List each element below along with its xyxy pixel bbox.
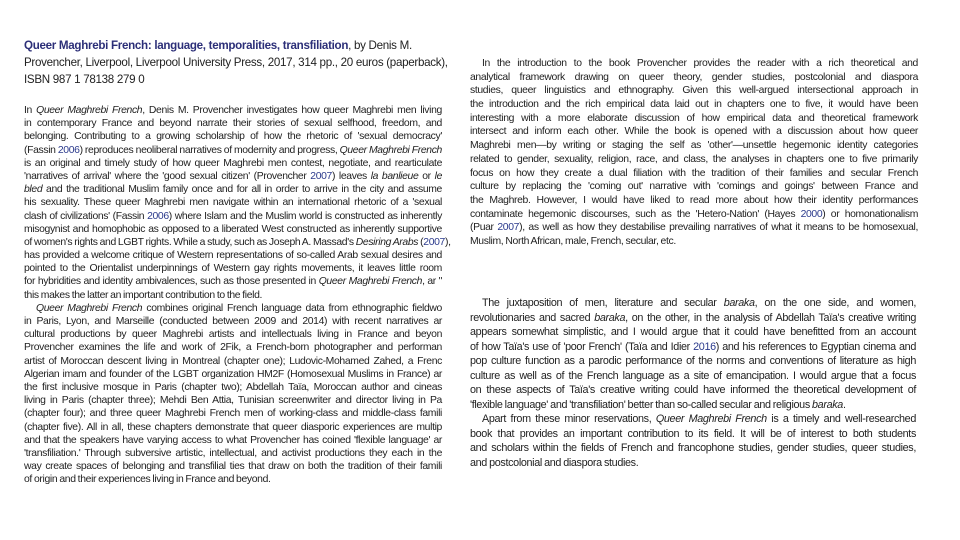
citation-year: 2007 — [310, 170, 332, 182]
text-segment: combines original French language data from ethnographic fieldwo — [142, 302, 442, 314]
text-segment: the first inclusive mosque in Paris (chapter two); Abdellah Taïa, Moroccan author and cineas — [24, 381, 442, 393]
text-segment: Algerian imam and founder of the LGBT organization HM2F (Homosexual Muslims in France) ar — [24, 368, 442, 380]
text-line — [24, 434, 442, 447]
text-line — [470, 296, 916, 311]
text-line — [24, 183, 442, 196]
text-line — [470, 412, 916, 427]
text-segment: , Denis M. Provencher investigates how queer Maghrebi men living — [142, 105, 442, 116]
text-line — [24, 289, 442, 302]
text-line — [470, 441, 916, 456]
text-segment: . — [842, 398, 846, 411]
text-segment: clash of civilizations' (Fassin — [24, 210, 148, 222]
italic-text: baraka — [812, 398, 843, 411]
text-segment: ) reproduces neoliberal narratives of modernity and progress, — [79, 144, 340, 156]
text-line — [24, 473, 442, 486]
italic-text: Queer Maghrebi French — [36, 302, 143, 314]
italic-text: la banlieue — [370, 170, 419, 182]
text-segment: ( — [418, 236, 424, 248]
text-line — [470, 235, 918, 249]
text-line — [24, 394, 442, 407]
text-line — [470, 208, 918, 222]
text-line — [24, 249, 442, 262]
italic-text: le — [434, 170, 442, 182]
text-segment: and the traditional Muslim family once and for all in order to arrive in the city and assume — [42, 184, 442, 196]
italic-text: Queer Maghrebi French — [318, 276, 423, 288]
citation-year: 2006 — [57, 144, 80, 156]
text-segment: ) where Islam and the Muslim world is constructed as inherently — [168, 210, 442, 222]
text-line — [24, 315, 442, 328]
heading-line-3: ISBN 987 1 78138 279 0 — [24, 73, 145, 86]
right-column-paragraph-1 — [470, 57, 918, 249]
text-line — [470, 180, 918, 194]
text-line — [470, 340, 916, 355]
text-segment: in Paris, Lyon, and Marseille (conducted between 2009 and 2014) with recent narratives ar — [24, 316, 442, 327]
italic-text: baraka — [723, 297, 755, 309]
text-segment: book that provides an important contribution to its field. It will be of interest to both students — [470, 427, 916, 440]
text-segment: living in Paris (chapter three); Mehdi Ben Attia, Tunisian screenwriter and director living in Pa — [24, 395, 442, 407]
text-line — [24, 157, 442, 170]
text-segment: ) and his references to Egyptian cinema and — [715, 340, 916, 353]
italic-text: Queer Maghrebi French — [36, 105, 143, 116]
text-segment: In — [24, 105, 37, 116]
text-line — [24, 170, 442, 183]
text-segment: intersect and inform each other. While the book is opened with a discussion about how queer — [470, 126, 918, 138]
text-line — [24, 460, 442, 473]
italic-text: Queer Maghrebi French — [339, 144, 442, 156]
text-segment: ) leaves — [331, 170, 371, 182]
text-line — [24, 262, 442, 275]
italic-text: Queer Maghrebi French — [655, 413, 767, 425]
text-segment: in contemporary France and beyond narrate their stories of sexual selfhood, freedom, and — [24, 118, 442, 130]
text-line — [24, 223, 442, 236]
text-line — [470, 153, 918, 167]
text-segment: , ar " — [422, 276, 443, 288]
text-line — [470, 456, 916, 471]
text-segment: The juxtaposition of men, literature and secular — [482, 297, 724, 309]
text-line — [24, 210, 442, 223]
text-line — [470, 398, 916, 413]
text-line — [24, 355, 442, 368]
text-segment: pointed to the Orientalist underpinnings of Western gay rights movements, it leaves little room — [24, 263, 442, 275]
text-segment: 'flexible language' and 'transfiliation' better than so-called secular and religious — [470, 398, 813, 411]
text-line — [24, 407, 442, 420]
italic-text: baraka — [594, 311, 626, 324]
text-segment: revolutionaries and sacred — [470, 311, 595, 324]
book-title: Queer Maghrebi French: language, temporalities, transfiliation — [24, 39, 349, 52]
left-column-text — [24, 104, 451, 486]
text-segment: ) or homonationalism — [822, 208, 918, 220]
text-line — [470, 194, 918, 208]
text-segment: the introduction and the rich empirical data laid out in chapters one to five, it would have been — [470, 99, 918, 111]
review-heading — [24, 37, 454, 88]
text-segment: or — [418, 170, 435, 182]
text-segment: culture by replacing the 'coming out' narrative with 'comings and goings' between France and — [470, 181, 918, 193]
text-segment: of women's rights and LGBT rights. While a study, such as Joseph A. Massad's — [24, 236, 356, 248]
text-line — [24, 275, 442, 288]
text-line — [24, 381, 442, 394]
text-line — [24, 341, 442, 354]
text-segment: misogynist and homophobic as opposed to a liberated West constructed as inherently supportive — [24, 223, 442, 235]
text-line — [470, 98, 918, 112]
text-line — [470, 84, 918, 98]
text-segment: his sexuality. These queer Maghrebi men navigate within an international rhetoric of a 'sexual — [24, 197, 442, 209]
text-line — [470, 125, 918, 139]
text-line — [470, 57, 918, 71]
text-segment: Apart from these minor reservations, — [482, 413, 656, 425]
text-line — [470, 112, 918, 126]
text-segment: interesting with a more elaborate discussion of how empirical data and theoretical framework — [470, 112, 918, 124]
text-segment: and that the speakers have varying access to what Provencher has coined 'flexible language' ar — [24, 434, 442, 446]
text-segment: studies, queer linguistics and ethnography. Given this well-argued intersectional approach in — [470, 85, 918, 97]
text-segment: is an original and timely study of how queer Maghrebi men contest, negotiate, and rearticulate — [24, 157, 442, 169]
text-line — [470, 167, 918, 181]
text-segment: the Maghreb. However, I would have liked to read more about how their identity performances — [470, 194, 918, 206]
text-segment: 'transfiliation.' Through subversive artistic, intellectual, and activist productions they each in the — [24, 447, 442, 459]
citation-year: 2007 — [497, 222, 520, 234]
text-line — [470, 71, 918, 85]
text-segment: belonging. Contributing to a growing scholarship of how the rhetoric of 'sexual democracy' — [24, 131, 442, 143]
text-segment: ), as well as how they destabilise prevailing narratives of what it means to be homosexual, — [519, 222, 918, 234]
citation-year: 2006 — [147, 210, 169, 222]
text-segment: ), — [444, 236, 451, 248]
italic-text: Desiring Arabs — [355, 236, 419, 248]
text-line — [470, 221, 918, 235]
text-segment: Maghrebi men—by writing or staging the self as 'other'—unsettle hegemonic identity categories — [470, 140, 918, 152]
text-line — [24, 236, 451, 249]
text-segment: pop culture function as a parodic performance of the norms and conventions of literature as high — [470, 355, 916, 367]
text-segment: culture as well as of the French language as a site of emancipation. I would argue that a focus — [470, 369, 916, 382]
text-segment: for hybridities and identity ambivalences, such as those presented in — [24, 276, 319, 288]
italic-text: bled — [24, 184, 43, 196]
text-segment: has provided a welcome critique of Western representations of so-called Arab sexual desires and — [24, 250, 442, 262]
text-segment: analytical framework drawing on queer theory, gender studies, postcolonial and diaspora — [470, 71, 918, 83]
text-segment: of how Taïa's use of 'poor French' (Taïa and Idier — [470, 340, 694, 353]
text-segment: Provencher examines the life and work of 2Fik, a French-born photographer and performan — [24, 342, 442, 354]
text-line — [24, 104, 442, 117]
text-segment: (chapter five). All in all, these chapters demonstrate that queer diasporic experiences are multip — [24, 421, 442, 433]
text-segment: focus on how they create a dual filiation with the tradition of their families and secular French — [470, 167, 918, 179]
text-line — [24, 130, 442, 143]
text-segment: , on the other, in the analysis of Abdellah Taïa's creative writing — [625, 311, 917, 324]
heading-line-2: Provencher, Liverpool, Liverpool University Press, 2017, 314 pp., 20 euros (paperback), — [24, 56, 448, 69]
text-line — [24, 144, 442, 157]
citation-year: 2000 — [800, 208, 823, 220]
text-line — [24, 421, 442, 434]
text-segment: Muslim, North African, male, French, secular, etc. — [470, 235, 676, 247]
text-line — [24, 117, 442, 130]
text-segment: contaminate hegemonic discourses, such as the 'Hetero-Nation' (Hayes — [470, 208, 801, 220]
text-segment: is a timely and well-researched — [766, 413, 916, 425]
text-line — [470, 354, 916, 369]
text-line — [470, 427, 916, 442]
text-segment: this makes the latter an important contribution to the field. — [24, 289, 263, 301]
text-segment: related to gender, sexuality, religion, race, and class, the analyses in chapters one to five primarily — [470, 153, 918, 165]
text-line — [470, 325, 916, 340]
text-segment: of origin and their experiences living in France and beyond. — [24, 474, 271, 486]
text-segment: , on the one side, and women, — [754, 297, 917, 309]
citation-year: 2016 — [693, 340, 716, 353]
citation-year: 2007 — [423, 236, 445, 248]
text-segment: (Fassin — [24, 144, 58, 156]
text-line — [24, 196, 442, 209]
text-line — [470, 139, 918, 153]
text-segment: 'narratives of arrival' where the 'good sexual citizen' (Provencher — [24, 170, 311, 182]
text-segment: cultural productions by queer Maghrebi artists and intellectuals living in France and beyon — [24, 329, 442, 341]
right-column-paragraph-2 — [470, 296, 916, 470]
text-segment: (Puar — [470, 222, 498, 234]
text-segment: on these aspects of Taïa's creative writing could have informed the theoretical development of — [470, 384, 916, 396]
text-line — [24, 328, 442, 341]
text-line — [470, 383, 916, 398]
text-segment: way create spaces of belonging and transfilial ties that draw on both the tradition of their famili — [24, 461, 442, 473]
text-segment: and scholars within the fields of French and francophone studies, gender studies, queer studies, — [470, 442, 916, 454]
text-segment: and postcolonial and diaspora studies. — [470, 456, 639, 469]
text-line — [24, 368, 442, 381]
heading-line-1 — [24, 37, 454, 54]
text-segment: In the introduction to the book Provencher provides the reader with a rich theoretical and — [482, 58, 918, 69]
book-author: , by Denis M. — [348, 39, 412, 52]
text-line — [470, 369, 916, 384]
text-segment: artist of Moroccan descent living in Montreal (chapter one); Ludovic-Mohamed Zahed, a Frenc — [24, 355, 442, 367]
text-segment: appears somewhat simplistic, and I would argue that it could have benefitted from an account — [470, 326, 916, 338]
text-line — [24, 447, 442, 460]
text-line — [24, 302, 442, 315]
text-segment: (chapter four); and three queer Maghrebi French men of working-class and middle-class famili — [24, 408, 442, 420]
text-line — [470, 311, 916, 326]
